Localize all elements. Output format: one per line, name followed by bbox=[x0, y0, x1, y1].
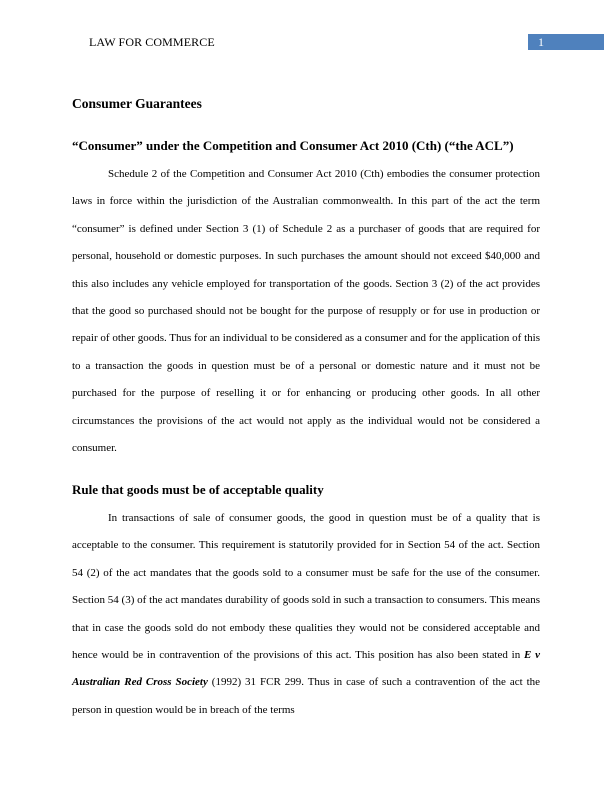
paragraph-consumer-definition: Schedule 2 of the Competition and Consumer Act 2010 (Cth) embodies the consumer protection laws in force within the jurisdiction of the Australian commonwealth. In this part of the act the term “consumer” is defined under Section 3 (1) of Schedule 2 as a purchaser of goods that are required for personal, household or domestic purposes. In such purchases the amount should not exceed $40,000 and this also includes any vehicle employed for transportation of the goods. Section 3 (2) of the act provides that the good so purchased should not be bought for the purpose of resupply or for use in production or repair of other goods. Thus for an individual to be considered as a consumer and for the application of this to a transaction the goods in question must be of a personal or domestic nature and it must not be purchased for the purpose of reselling it or for enhancing or producing other goods. In all other circumstances the provisions of the act would not apply as the individual would not be considered a consumer. bbox=[72, 168, 540, 455]
document-title: Consumer Guarantees bbox=[72, 96, 202, 111]
page-number-badge: 1 bbox=[528, 34, 604, 50]
paragraph-acceptable-quality bbox=[72, 505, 540, 724]
section-heading-consumer: “Consumer” under the Competition and Consumer Act 2010 (Cth) (“the ACL”) bbox=[72, 138, 514, 153]
paragraph-text-after-case: (1992) 31 FCR 299. Thus in case of such a contravention of the act the person in question would be in breach of the terms bbox=[72, 676, 541, 716]
running-head: LAW FOR COMMERCE bbox=[89, 35, 215, 49]
section-heading-acceptable-quality: Rule that goods must be of acceptable quality bbox=[72, 482, 324, 497]
case-citation-name: E v Australian Red Cross Society bbox=[72, 649, 540, 689]
paragraph-text-before-case: In transactions of sale of consumer goods, the good in question must be of a quality that is acceptable to the consumer. This requirement is statutorily provided for in Section 54 of the act. Section 54 (2) of the act mandates that the goods sold to a consumer must be safe for the use of the consumer. Section 54 (3) of the act mandates durability of goods sold in such a transaction to consumers. This means that in case the goods sold do not embody these qualities they would not be considered acceptable and hence would be in contravention of the provisions of this act. This position has also been stated in bbox=[72, 512, 540, 662]
